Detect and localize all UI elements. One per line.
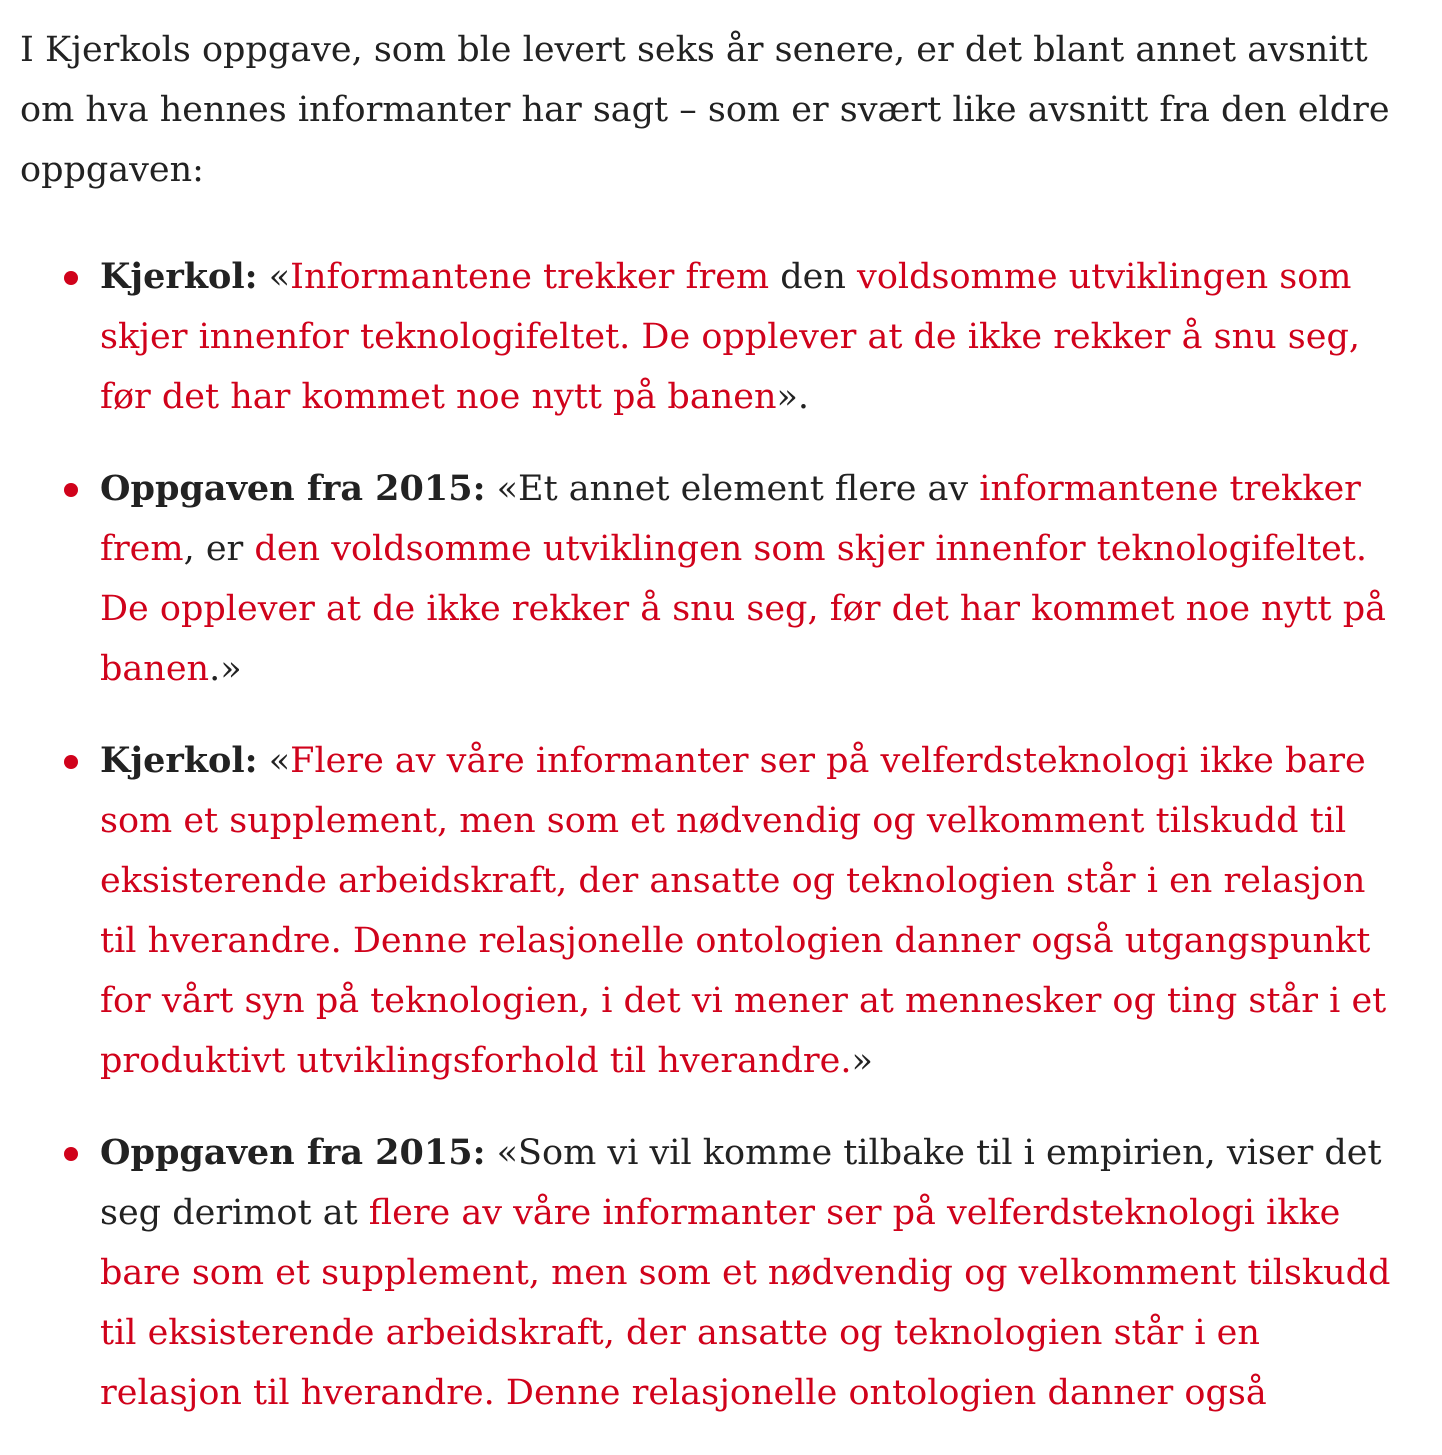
bullet-dot-icon xyxy=(64,483,78,497)
quote-text-plain: « xyxy=(257,741,291,781)
quote-text-plain: ». xyxy=(776,377,810,417)
comparison-item-4 xyxy=(20,1123,1410,1423)
quote-text-plain: , er xyxy=(183,529,255,569)
item-label: Kjerkol: xyxy=(100,740,258,781)
quote-text-plain: .» xyxy=(209,649,242,689)
comparison-list xyxy=(20,247,1430,1423)
bullet-dot-icon xyxy=(64,755,78,769)
article-body xyxy=(20,20,1430,1455)
quote-text-plain: « xyxy=(257,257,291,297)
item-label: Oppgaven fra 2015: xyxy=(100,1132,486,1173)
item-label: Kjerkol: xyxy=(100,256,258,297)
quote-text-highlighted: voldsomme utviklingen som skjer innenfor teknologifeltet. De opplever at de ikke rekker å snu seg, før det har kommet noe nytt på banen xyxy=(100,257,1360,417)
comparison-item-3 xyxy=(20,731,1410,1091)
quote-text-highlighted: Flere av våre informanter ser på velferdsteknologi ikke bare som et supplement, men som et nødvendig og velkomment tilskudd til eksisterende arbeidskraft, der ansatte og teknologien står i en relasjon til hverandre. Denne relasjonelle ontologien danner også utgangspunkt for vårt syn på teknologien, i det vi mener at mennesker og ting står i et produktivt utviklingsforhold til hverandre. xyxy=(100,741,1387,1081)
quote-text-highlighted: flere av våre informanter ser på velferdsteknologi ikke bare som et supplement, men som et nødvendig og velkomment tilskudd til eksisterende arbeidskraft, der ansatte og teknologien står i en relasjon til hverandre. Denne relasjonelle ontologien danner også xyxy=(100,1193,1391,1413)
bullet-dot-icon xyxy=(64,1147,78,1161)
quote-text-highlighted: informantene trekker frem xyxy=(100,469,1361,569)
quote-text-plain: den xyxy=(769,257,858,297)
quote-text-plain: » xyxy=(851,1041,873,1081)
item-label: Oppgaven fra 2015: xyxy=(100,468,486,509)
quote-text-highlighted: Informantene trekker frem xyxy=(290,257,770,297)
intro-paragraph: I Kjerkols oppgave, som ble levert seks år senere, er det blant annet avsnitt om hva hennes informanter har sagt – som er svært like avsnitt fra den eldre oppgaven: xyxy=(20,30,1390,190)
bullet-dot-icon xyxy=(64,271,78,285)
comparison-item-2 xyxy=(20,459,1410,699)
quote-text-plain: «Som vi vil komme tilbake til i empirien, viser det seg derimot at xyxy=(100,1133,1382,1233)
quote-text-highlighted: den voldsomme utviklingen som skjer innenfor teknologifeltet. De opplever at de ikke rekker å snu seg, før det har kommet noe nytt på banen xyxy=(100,529,1387,689)
quote-text-plain: «Et annet element flere av xyxy=(485,469,980,509)
comparison-item-1 xyxy=(20,247,1410,427)
